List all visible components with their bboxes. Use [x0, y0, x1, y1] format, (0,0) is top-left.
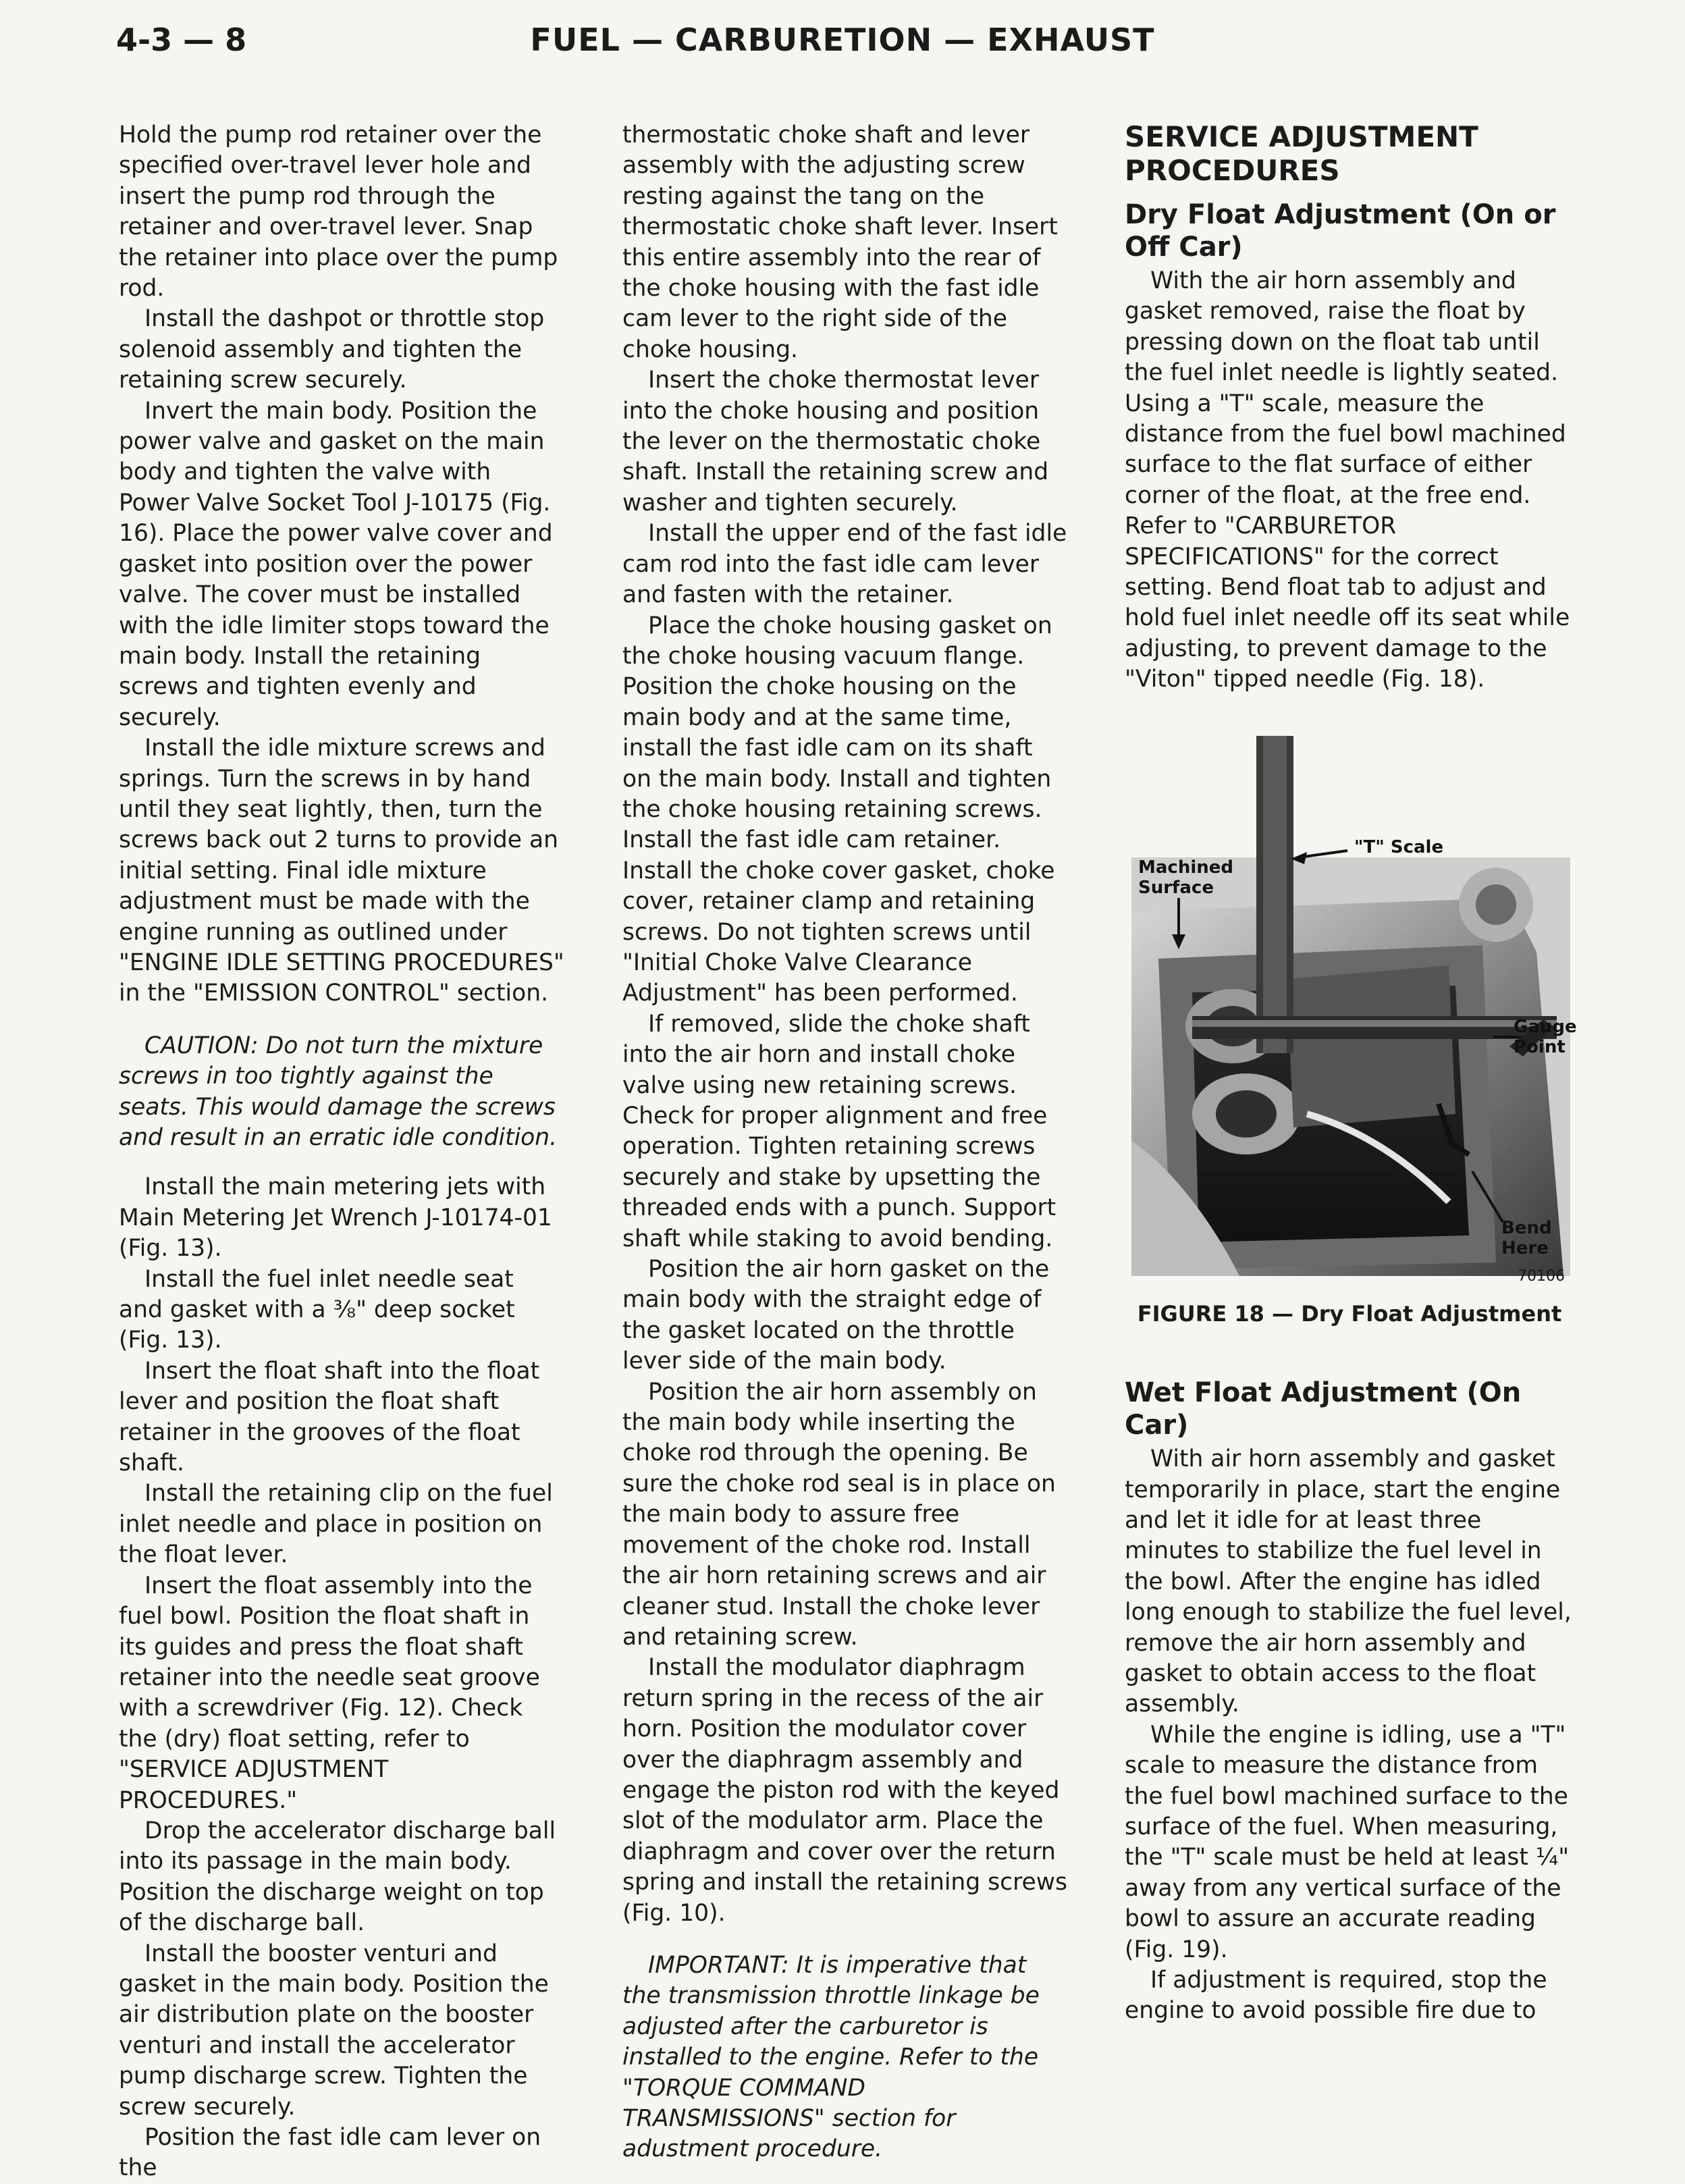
- caution-note: CAUTION: Do not turn the mixture screws in too tightly against the seats. This would damage the screws and result in an erratic idle condition.: [119, 1032, 558, 1151]
- carburetor-photo: [1131, 736, 1570, 1276]
- machined-surface-label: Machined Surface: [1138, 857, 1234, 898]
- paragraph: While the engine is idling, use a "T" scale to measure the distance from the fuel bowl machined surface to the surface of the fuel. When measuring, the "T" scale must be held at least ¼" away from any vertical surface of the bowl to assure an accurate reading (Fig. 19).: [1125, 1721, 1570, 1963]
- paragraph: Install the upper end of the fast idle cam rod into the fast idle cam lever and fasten with the retainer.: [622, 520, 1067, 609]
- paragraph: Install the dashpot or throttle stop solenoid assembly and tighten the retaining screw securely.: [119, 305, 545, 394]
- paragraph: Install the idle mixture screws and springs. Turn the screws in by hand until they seat lightly, then, turn the screws back out 2 turns to provide an initial setting. Final idle mixture adjustment must be made with the engine running as outlined under "ENGINE IDLE SETTING PROCEDURES" in the "EMISSION CONTROL" section.: [119, 735, 564, 1007]
- paragraph: Install the modulator diaphragm return spring in the recess of the air horn. Position the modulator cover over the diaphragm assembly and engage the piston rod with the keyed slot of the modulator arm. Place the diaphragm and cover over the return spring and install the retaining screws (Fig. 10).: [622, 1654, 1067, 1927]
- paragraph: Install the main metering jets with Main Metering Jet Wrench J-10174-01 (Fig. 13).: [119, 1173, 552, 1262]
- column-3: [1125, 120, 1577, 2027]
- figure-18: [1131, 736, 1577, 1289]
- paragraph: Insert the choke thermostat lever into the choke housing and position the lever on the thermostatic choke shaft. Install the retaining screw and washer and tighten securely.: [622, 367, 1049, 516]
- paragraph: Position the fast idle cam lever on the: [119, 2124, 541, 2182]
- column-1: [119, 120, 564, 2184]
- paragraph: Install the fuel inlet needle seat and gasket with a ⅜" deep socket (Fig. 13).: [119, 1265, 515, 1354]
- paragraph: thermostatic choke shaft and lever assembly with the adjusting screw resting against the tang on the thermostatic choke shaft lever. Insert this entire assembly into the rear of the choke housing with the fast idle cam lever to the right side of the choke housing.: [622, 122, 1058, 363]
- gauge-point-label: Gauge Point: [1514, 1016, 1577, 1057]
- dry-float-title: Dry Float Adjustment (On or Off Car): [1125, 199, 1556, 263]
- paragraph: Position the air horn gasket on the main body with the straight edge of the gasket located on the throttle lever side of the main body.: [622, 1256, 1050, 1375]
- bend-here-label: Bend Here: [1501, 1217, 1552, 1258]
- section-title: SERVICE ADJUSTMENT PROCEDURES: [1125, 120, 1478, 187]
- paragraph: If removed, slide the choke shaft into the air horn and install choke valve using new retaining screws. Check for proper alignment and free operation. Tighten retaining screws securely and stake by upsetting the threaded ends with a punch. Support shaft while staking to avoid bending.: [622, 1010, 1057, 1252]
- paragraph: Insert the float assembly into the fuel bowl. Position the float shaft in its guides and press the float shaft retainer into the needle seat groove with a screwdriver (Fig. 12). Check the (dry) float setting, refer to "SERVICE ADJUSTMENT PROCEDURES.": [119, 1572, 540, 1814]
- page-header: [0, 16, 1685, 84]
- paragraph: Invert the main body. Position the power valve and gasket on the main body and tighten the valve with Power Valve Socket Tool J-10175 (Fig. 16). Place the power valve cover and gasket into position over the power valve. The cover must be installed with the idle limiter stops toward the main body. Install the retaining screws and tighten evenly and securely.: [119, 397, 553, 731]
- wet-float-title: Wet Float Adjustment (On Car): [1125, 1377, 1522, 1441]
- paragraph: If adjustment is required, stop the engine to avoid possible fire due to: [1125, 1967, 1547, 2025]
- running-head: FUEL — CARBURETION — EXHAUST: [530, 22, 1155, 58]
- paragraph: Drop the accelerator discharge ball into its passage in the main body. Position the discharge weight on top of the discharge ball.: [119, 1817, 556, 1937]
- paragraph: With the air horn assembly and gasket removed, raise the float by pressing down on the float tab until the fuel inlet needle is lightly seated. Using a "T" scale, measure the distance from the fuel bowl machined surface to the flat surface of either corner of the float, at the free end. Refer to "CARBURETOR SPECIFICATIONS" for the correct setting. Bend float tab to adjust and hold fuel inlet needle off its seat while adjusting, to prevent damage to the "Viton" tipped needle (Fig. 18).: [1125, 267, 1570, 693]
- column-2: [622, 120, 1068, 2184]
- paragraph: Install the booster venturi and gasket in the main body. Position the air distribution plate on the booster venturi and install the accelerator pump discharge screw. Tighten the screw securely.: [119, 1940, 549, 2121]
- paragraph: Position the air horn assembly on the main body while inserting the choke rod through the opening. Be sure the choke rod seal is in place on the main body to assure free movement of the choke rod. Install the air horn retaining screws and air cleaner stud. Install the choke lever and retaining screw.: [622, 1378, 1056, 1651]
- paragraph: With air horn assembly and gasket temporarily in place, start the engine and let it idle for at least three minutes to stabilize the fuel level in the bowl. After the engine has idled long enough to stabilize the fuel level, remove the air horn assembly and gasket to obtain access to the float assembly.: [1125, 1445, 1572, 1718]
- paragraph: Place the choke housing gasket on the choke housing vacuum flange. Position the choke housing on the main body and at the same time, install the fast idle cam on its shaft on the main body. Install and tighten the choke housing retaining screws. Install the fast idle cam retainer. Install the choke cover gasket, choke cover, retainer clamp and retaining screws. Do not tighten screws until "Initial Choke Valve Clearance Adjustment" has been performed.: [622, 612, 1055, 1007]
- paragraph: Hold the pump rod retainer over the specified over-travel lever hole and insert the pump rod through the retainer and over-travel lever. Snap the retainer into place over the pump rod.: [119, 122, 558, 302]
- page-number: 4-3 — 8: [116, 22, 247, 58]
- figure-code: 70106: [1518, 1268, 1565, 1285]
- important-note: IMPORTANT: It is imperative that the transmission throttle linkage be adjusted after the carburetor is installed to the engine. Refer to the "TORQUE COMMAND TRANSMISSIONS" section for adustment procedure.: [622, 1951, 1040, 2163]
- t-scale-label: "T" Scale: [1354, 836, 1444, 857]
- paragraph: Install the retaining clip on the fuel inlet needle and place in position on the float lever.: [119, 1480, 553, 1569]
- figure-caption: FIGURE 18 — Dry Float Adjustment: [1137, 1300, 1562, 1327]
- paragraph: Insert the float shaft into the float lever and position the float shaft retainer in the grooves of the float shaft.: [119, 1357, 540, 1477]
